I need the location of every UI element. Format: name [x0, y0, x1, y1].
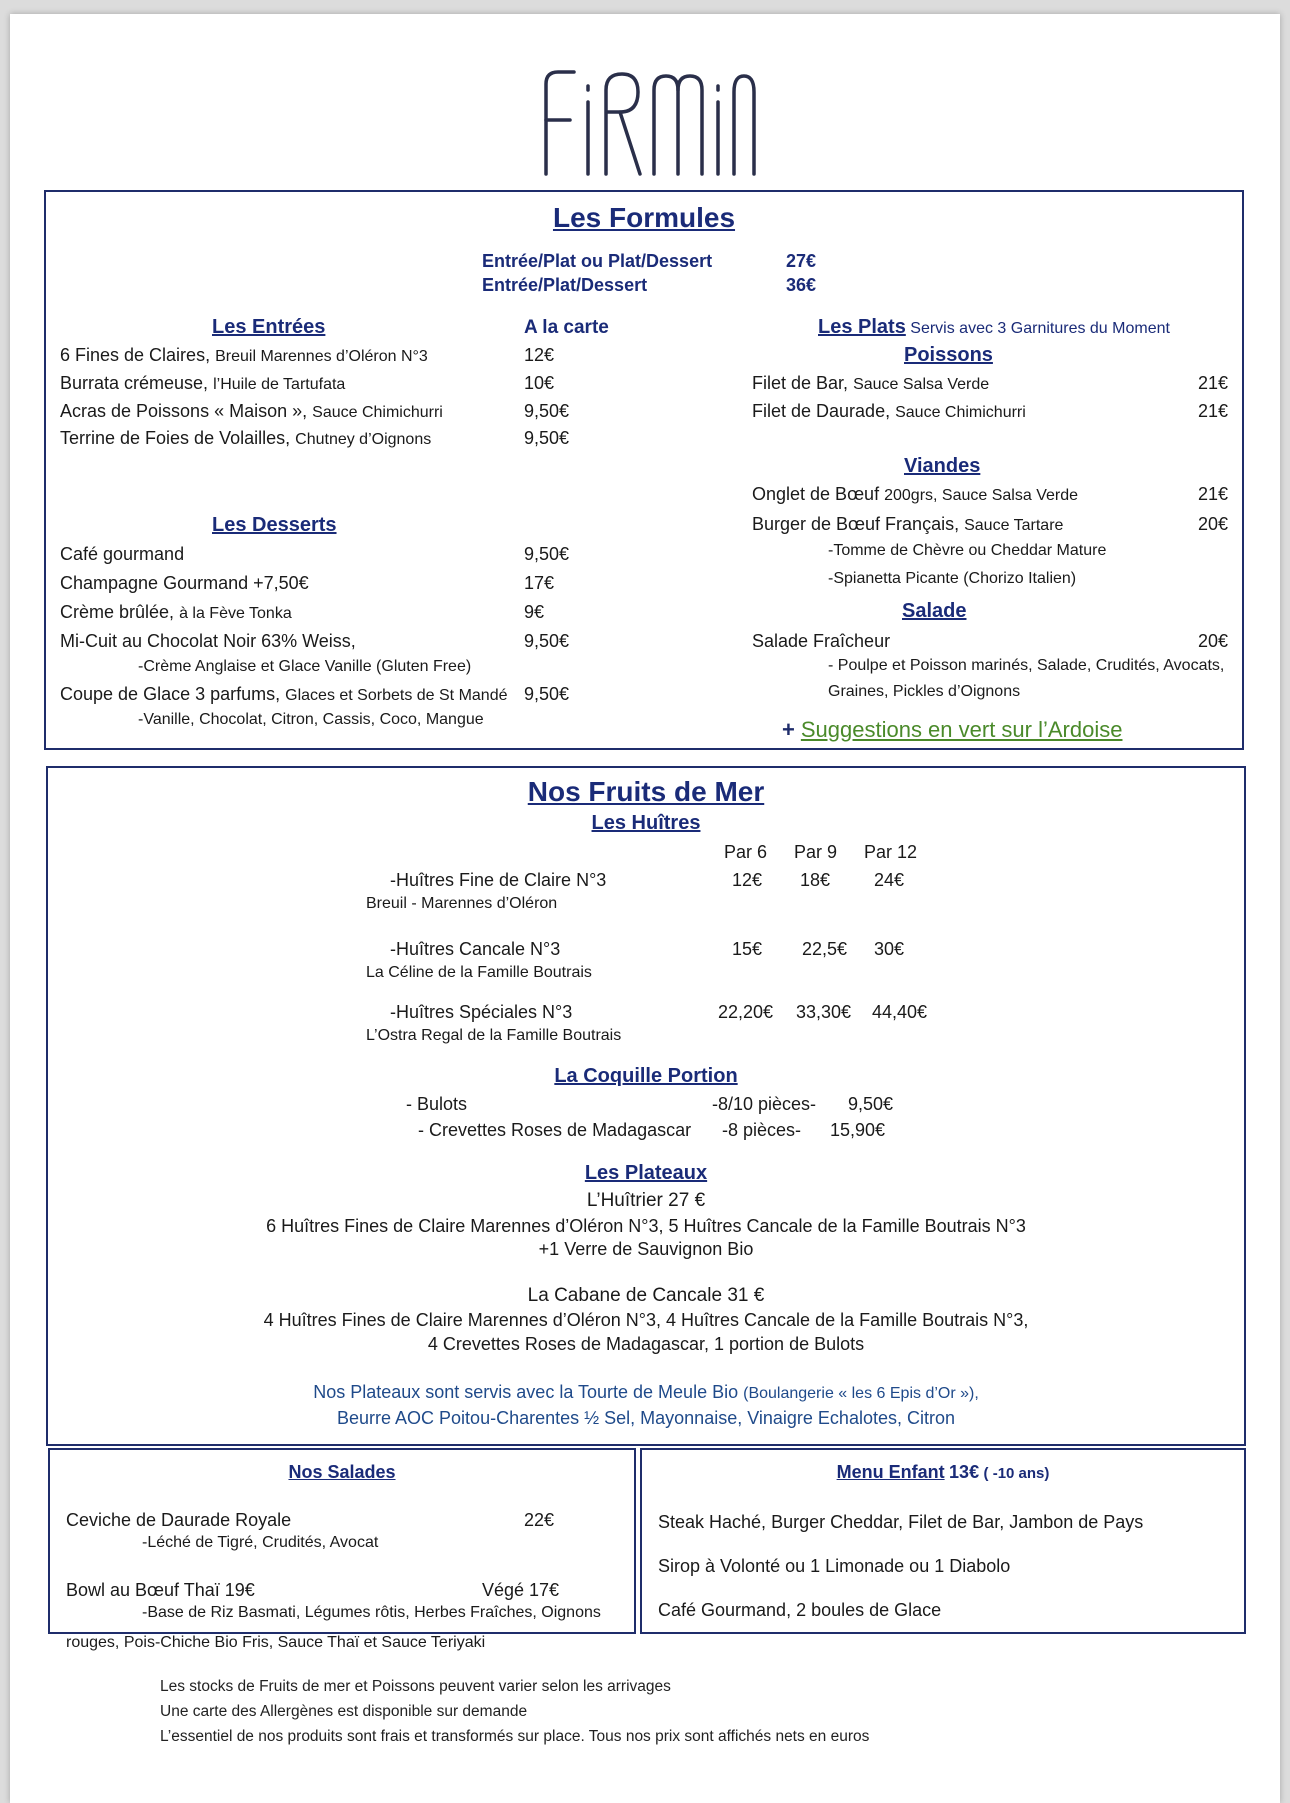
firmin-logo-mark — [540, 62, 760, 180]
menu-enfant-line: Sirop à Volonté ou 1 Limonade ou 1 Diabolo — [658, 1556, 1011, 1576]
salade-desc: rouges, Pois-Chiche Bio Fris, Sauce Thaï et Sauce Teriyaki — [66, 1634, 486, 1651]
huitre-name: -Huîtres Spéciales N°3 — [390, 1002, 573, 1022]
plateau-name: L’Huîtrier 27 € — [586, 1190, 706, 1211]
formule-option-label: Entrée/Plat/Dessert — [482, 275, 648, 295]
dessert-price: 9€ — [524, 602, 545, 622]
huitres-title: Les Huîtres — [591, 812, 701, 834]
huitre-price: 22,5€ — [802, 939, 848, 959]
plateaux-note: Beurre AOC Poitou-Charentes ½ Sel, Mayonnaise, Vinaigre Echalotes, Citron — [337, 1408, 955, 1428]
salade-desc: -Base de Riz Basmati, Légumes rôtis, Herbes Fraîches, Oignons — [142, 1604, 601, 1621]
entree-item: Burrata crémeuse, l’Huile de Tartufata — [60, 373, 346, 393]
huitre-price: 22,20€ — [718, 1002, 774, 1022]
plateau-line: +1 Verre de Sauvignon Bio — [538, 1239, 754, 1259]
dessert-price: 9,50€ — [524, 631, 570, 651]
huitre-price: 33,30€ — [796, 1002, 852, 1022]
huitre-origin: Breuil - Marennes d’Oléron — [366, 895, 558, 912]
coquille-title: La Coquille Portion — [554, 1065, 738, 1087]
fruits-de-mer-title: Nos Fruits de Mer — [527, 776, 765, 807]
huitre-price: 30€ — [874, 939, 905, 959]
salades-title: Nos Salades — [288, 1462, 396, 1482]
poissons-title: Poissons — [904, 344, 993, 366]
formule-option-price: 36€ — [786, 275, 817, 295]
menu-enfant-line: Café Gourmand, 2 boules de Glace — [658, 1600, 942, 1620]
plateau-line: 6 Huîtres Fines de Claire Marennes d’Oléron N°3, 5 Huîtres Cancale de la Famille Boutrais N°3 — [266, 1216, 1026, 1236]
menu-enfant-title: Menu Enfant — [836, 1462, 945, 1482]
micuit-note: -Crème Anglaise et Glace Vanille (Gluten Free) — [138, 658, 472, 675]
plateau-name: La Cabane de Cancale 31 € — [527, 1285, 765, 1306]
huitres-col-header: Par 12 — [864, 842, 918, 862]
menu-enfant-header — [642, 1462, 1244, 1483]
entree-price: 9,50€ — [524, 401, 570, 421]
poisson-price: 21€ — [1198, 401, 1229, 421]
footer-note: Une carte des Allergènes est disponible sur demande — [160, 1703, 528, 1720]
coupe-note: -Vanille, Chocolat, Citron, Cassis, Coco, Mangue — [138, 711, 484, 728]
salade-vege-price: Végé 17€ — [482, 1580, 560, 1600]
entree-price: 12€ — [524, 345, 555, 365]
menu-enfant-age: ( -10 ans) — [983, 1465, 1050, 1482]
huitre-price: 15€ — [732, 939, 763, 959]
dessert-item: Crème brûlée, à la Fève Tonka — [60, 602, 292, 622]
entree-price: 10€ — [524, 373, 555, 393]
huitres-col-header: Par 9 — [794, 842, 838, 862]
menu-enfant-section — [640, 1448, 1246, 1634]
footer-note: Les stocks de Fruits de mer et Poissons peuvent varier selon les arrivages — [160, 1678, 671, 1695]
huitre-price: 18€ — [800, 870, 831, 890]
salade-desc: -Léché de Tigré, Crudités, Avocat — [142, 1534, 379, 1551]
plateau-line: 4 Crevettes Roses de Madagascar, 1 portion de Bulots — [427, 1334, 865, 1354]
salade-item: Ceviche de Daurade Royale — [66, 1510, 292, 1530]
viande-price: 20€ — [1198, 514, 1229, 534]
plats-header — [818, 316, 1170, 339]
coquille-item: - Bulots — [406, 1094, 468, 1114]
huitre-origin: La Céline de la Famille Boutrais — [366, 964, 592, 981]
coquille-qty: -8/10 pièces- — [712, 1094, 817, 1114]
dessert-price: 9,50€ — [524, 544, 570, 564]
plats-subtitle: Servis avec 3 Garnitures du Moment — [910, 320, 1170, 337]
dessert-item: Café gourmand — [60, 544, 185, 564]
dessert-price: 9,50€ — [524, 684, 570, 704]
plats-title: Les Plats — [818, 316, 906, 338]
fruits-de-mer-section — [46, 766, 1246, 1446]
dessert-item: Mi-Cuit au Chocolat Noir 63% Weiss, — [60, 631, 356, 651]
entree-price: 9,50€ — [524, 428, 570, 448]
huitre-price: 44,40€ — [872, 1002, 928, 1022]
a-la-carte-label: A la carte — [524, 317, 609, 338]
poisson-item: Filet de Bar, Sauce Salsa Verde — [752, 373, 990, 393]
coquille-price: 15,90€ — [830, 1120, 886, 1140]
poisson-item: Filet de Daurade, Sauce Chimichurri — [752, 401, 1026, 421]
salade-desc: - Poulpe et Poisson marinés, Salade, Crudités, Avocats, — [828, 657, 1225, 674]
salades-section — [48, 1448, 636, 1634]
viande-item: Onglet de Bœuf 200grs, Sauce Salsa Verde — [752, 484, 1078, 504]
entree-item: Acras de Poissons « Maison », Sauce Chimichurri — [60, 401, 443, 421]
dessert-price: 17€ — [524, 573, 555, 593]
coquille-qty: -8 pièces- — [722, 1120, 802, 1140]
viande-item: Burger de Bœuf Français, Sauce Tartare — [752, 514, 1064, 534]
menu-page — [10, 14, 1280, 1803]
plateaux-note: Nos Plateaux sont servis avec la Tourte de Meule Bio (Boulangerie « les 6 Epis d’Or »), — [313, 1382, 979, 1402]
plateaux-title: Les Plateaux — [584, 1162, 708, 1184]
viande-price: 21€ — [1198, 484, 1229, 504]
formules-title: Les Formules — [552, 202, 736, 233]
salade-price: 22€ — [524, 1510, 555, 1530]
huitre-name: -Huîtres Fine de Claire N°3 — [390, 870, 607, 890]
carte-section — [44, 190, 1244, 750]
formule-option-price: 27€ — [786, 251, 817, 271]
huitre-price: 24€ — [874, 870, 905, 890]
dessert-item: Coupe de Glace 3 parfums, Glaces et Sorbets de St Mandé — [60, 684, 508, 704]
plateau-line: 4 Huîtres Fines de Claire Marennes d’Oléron N°3, 4 Huîtres Cancale de la Famille Boutrais N°3, — [263, 1310, 1029, 1330]
menu-enfant-line: Steak Haché, Burger Cheddar, Filet de Bar, Jambon de Pays — [658, 1512, 1144, 1532]
desserts-title: Les Desserts — [212, 514, 337, 536]
footer-note: L’essentiel de nos produits sont frais et transformés sur place. Tous nos prix sont affichés nets en euros — [160, 1728, 870, 1745]
coquille-item: - Crevettes Roses de Madagascar — [418, 1120, 692, 1140]
salade-title: Salade — [902, 600, 967, 622]
entree-item: 6 Fines de Claires, Breuil Marennes d’Oléron N°3 — [60, 345, 428, 365]
poisson-price: 21€ — [1198, 373, 1229, 393]
huitres-col-header: Par 6 — [724, 842, 768, 862]
dessert-item: Champagne Gourmand +7,50€ — [60, 573, 309, 593]
formule-option-label: Entrée/Plat ou Plat/Dessert — [482, 251, 713, 271]
entrees-title: Les Entrées — [212, 316, 326, 338]
salade-desc: Graines, Pickles d’Oignons — [828, 683, 1021, 700]
salade-price: 20€ — [1198, 631, 1229, 651]
huitre-name: -Huîtres Cancale N°3 — [390, 939, 561, 959]
burger-option: -Spianetta Picante (Chorizo Italien) — [828, 570, 1077, 587]
menu-enfant-price: 13€ — [949, 1462, 980, 1482]
huitre-origin: L’Ostra Regal de la Famille Boutrais — [366, 1027, 622, 1044]
salade-item: Salade Fraîcheur — [752, 631, 891, 651]
viandes-title: Viandes — [904, 455, 981, 477]
entree-item: Terrine de Foies de Volailles, Chutney d’Oignons — [60, 428, 432, 448]
salade-item: Bowl au Bœuf Thaï 19€ — [66, 1580, 255, 1600]
huitre-price: 12€ — [732, 870, 763, 890]
burger-option: -Tomme de Chèvre ou Cheddar Mature — [828, 542, 1107, 559]
suggestions-note: + Suggestions en vert sur l’Ardoise — [782, 717, 1123, 742]
coquille-price: 9,50€ — [848, 1094, 894, 1114]
firmin-logo — [540, 62, 760, 180]
